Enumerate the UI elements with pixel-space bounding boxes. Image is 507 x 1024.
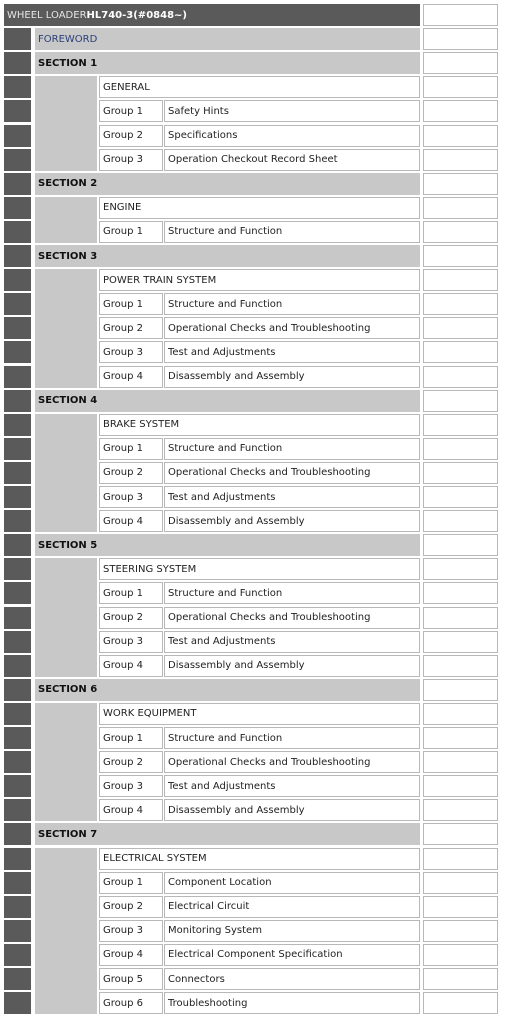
group-number-label: Group 4 xyxy=(103,660,143,672)
group-number xyxy=(99,486,163,508)
group-topic-label: Operation Checkout Record Sheet xyxy=(168,154,338,166)
group-number-label: Group 1 xyxy=(103,298,143,310)
right-column-cell xyxy=(423,775,498,797)
right-column-cell xyxy=(423,631,498,653)
right-column-cell xyxy=(423,679,498,701)
right-column-cell xyxy=(423,920,498,942)
group-number xyxy=(99,751,163,773)
group-topic-label: Disassembly and Assembly xyxy=(168,515,305,527)
group-topic-label: Operational Checks and Troubleshooting xyxy=(168,612,371,624)
section-title[interactable] xyxy=(99,414,420,436)
section-title[interactable] xyxy=(99,197,420,219)
group-number xyxy=(99,366,163,388)
row-marker xyxy=(4,992,31,1014)
section-indent-block xyxy=(35,197,97,243)
group-number xyxy=(99,968,163,990)
right-column-cell xyxy=(423,100,498,122)
group-topic-label: Structure and Function xyxy=(168,587,283,599)
section-title[interactable] xyxy=(99,76,420,98)
right-column-cell xyxy=(423,76,498,98)
title-model: HL740-3(#0848~) xyxy=(86,9,187,21)
right-column-cell xyxy=(423,125,498,147)
title-prefix: WHEEL LOADER xyxy=(7,9,87,21)
group-number-label: Group 4 xyxy=(103,515,143,527)
section-label: SECTION 6 xyxy=(38,684,98,696)
group-topic-link[interactable] xyxy=(164,751,420,773)
right-column-cell xyxy=(423,221,498,243)
row-marker xyxy=(4,317,31,339)
right-column-cell xyxy=(423,438,498,460)
group-topic-label: Operational Checks and Troubleshooting xyxy=(168,756,371,768)
group-number-label: Group 5 xyxy=(103,973,143,985)
group-topic-link[interactable] xyxy=(164,149,420,171)
group-number xyxy=(99,920,163,942)
row-marker xyxy=(4,125,31,147)
group-topic-link[interactable] xyxy=(164,125,420,147)
group-number-label: Group 3 xyxy=(103,780,143,792)
right-column-cell xyxy=(423,872,498,894)
section-label: SECTION 7 xyxy=(38,828,98,840)
group-topic-link[interactable] xyxy=(164,462,420,484)
group-topic-link[interactable] xyxy=(164,582,420,604)
right-column-cell xyxy=(423,245,498,267)
right-column-cell xyxy=(423,534,498,556)
group-topic-label: Electrical Circuit xyxy=(168,901,250,913)
group-topic-link[interactable] xyxy=(164,775,420,797)
row-marker xyxy=(4,799,31,821)
section-heading xyxy=(35,390,420,412)
group-topic-label: Structure and Function xyxy=(168,732,283,744)
row-marker xyxy=(4,655,31,677)
row-marker xyxy=(4,848,31,870)
section-title-label: WORK EQUIPMENT xyxy=(103,708,197,720)
group-topic-link[interactable] xyxy=(164,100,420,122)
document-title xyxy=(4,4,420,26)
section-label: SECTION 4 xyxy=(38,395,98,407)
group-number xyxy=(99,100,163,122)
group-topic-label: Test and Adjustments xyxy=(168,346,276,358)
section-heading xyxy=(35,534,420,556)
right-column-cell xyxy=(423,848,498,870)
group-number xyxy=(99,462,163,484)
group-number-label: Group 2 xyxy=(103,901,143,913)
row-marker xyxy=(4,221,31,243)
section-indent-block xyxy=(35,703,97,822)
group-topic-label: Safety Hints xyxy=(168,105,229,117)
group-number xyxy=(99,510,163,532)
group-topic-link[interactable] xyxy=(164,896,420,918)
section-title-label: POWER TRAIN SYSTEM xyxy=(103,274,217,286)
group-topic-label: Electrical Component Specification xyxy=(168,949,343,961)
right-column-cell xyxy=(423,992,498,1014)
group-number xyxy=(99,438,163,460)
group-number-label: Group 3 xyxy=(103,925,143,937)
group-topic-link[interactable] xyxy=(164,607,420,629)
group-topic-link[interactable] xyxy=(164,631,420,653)
section-title[interactable] xyxy=(99,848,420,870)
right-column-cell xyxy=(423,52,498,74)
section-heading xyxy=(35,679,420,701)
group-number-label: Group 1 xyxy=(103,877,143,889)
section-title-label: ENGINE xyxy=(103,202,142,214)
right-column-cell xyxy=(423,4,498,26)
section-label: SECTION 1 xyxy=(38,57,98,69)
section-heading xyxy=(35,173,420,195)
group-number xyxy=(99,125,163,147)
right-column-cell xyxy=(423,655,498,677)
row-marker xyxy=(4,269,31,291)
row-marker xyxy=(4,823,31,845)
row-marker xyxy=(4,173,31,195)
group-topic-link[interactable] xyxy=(164,872,420,894)
group-topic-label: Operational Checks and Troubleshooting xyxy=(168,467,371,479)
section-indent-block xyxy=(35,414,97,533)
section-title-label: GENERAL xyxy=(103,81,150,93)
right-column-cell xyxy=(423,293,498,315)
group-number-label: Group 4 xyxy=(103,371,143,383)
group-number-label: Group 2 xyxy=(103,130,143,142)
group-number xyxy=(99,341,163,363)
group-topic-label: Disassembly and Assembly xyxy=(168,660,305,672)
group-number xyxy=(99,872,163,894)
row-marker xyxy=(4,968,31,990)
group-topic-link[interactable] xyxy=(164,293,420,315)
section-title-label: ELECTRICAL SYSTEM xyxy=(103,853,207,865)
right-column-cell xyxy=(423,944,498,966)
group-number xyxy=(99,944,163,966)
row-marker xyxy=(4,486,31,508)
section-title-label: BRAKE SYSTEM xyxy=(103,419,180,431)
group-topic-link[interactable] xyxy=(164,799,420,821)
group-topic-label: Test and Adjustments xyxy=(168,491,276,503)
group-topic-label: Troubleshooting xyxy=(168,997,248,1009)
right-column-cell xyxy=(423,28,498,50)
group-topic-label: Structure and Function xyxy=(168,443,283,455)
right-column-cell xyxy=(423,799,498,821)
right-column-cell xyxy=(423,390,498,412)
group-number-label: Group 3 xyxy=(103,491,143,503)
foreword-label: FOREWORD xyxy=(38,33,98,45)
right-column-cell xyxy=(423,173,498,195)
group-topic-label: Test and Adjustments xyxy=(168,780,276,792)
section-indent-block xyxy=(35,76,97,170)
row-marker xyxy=(4,76,31,98)
group-topic-link[interactable] xyxy=(164,920,420,942)
group-number-label: Group 1 xyxy=(103,732,143,744)
group-topic-label: Test and Adjustments xyxy=(168,636,276,648)
group-topic-link[interactable] xyxy=(164,655,420,677)
right-column-cell xyxy=(423,823,498,845)
row-marker xyxy=(4,341,31,363)
row-marker xyxy=(4,920,31,942)
group-topic-label: Disassembly and Assembly xyxy=(168,371,305,383)
group-topic-link[interactable] xyxy=(164,510,420,532)
row-marker xyxy=(4,28,31,50)
row-marker xyxy=(4,607,31,629)
group-number xyxy=(99,655,163,677)
right-column-cell xyxy=(423,486,498,508)
group-topic-link[interactable] xyxy=(164,341,420,363)
group-number-label: Group 3 xyxy=(103,154,143,166)
section-indent-block xyxy=(35,848,97,1015)
right-column-cell xyxy=(423,968,498,990)
group-number-label: Group 2 xyxy=(103,612,143,624)
group-number xyxy=(99,293,163,315)
section-heading xyxy=(35,245,420,267)
group-number-label: Group 1 xyxy=(103,226,143,238)
group-topic-label: Connectors xyxy=(168,973,225,985)
group-number-label: Group 4 xyxy=(103,949,143,961)
right-column-cell xyxy=(423,751,498,773)
section-indent-block xyxy=(35,558,97,677)
section-title-label: STEERING SYSTEM xyxy=(103,563,197,575)
group-number-label: Group 1 xyxy=(103,105,143,117)
row-marker xyxy=(4,366,31,388)
group-topic-link[interactable] xyxy=(164,944,420,966)
group-topic-label: Monitoring System xyxy=(168,925,262,937)
group-topic-label: Structure and Function xyxy=(168,298,283,310)
row-marker xyxy=(4,197,31,219)
row-marker xyxy=(4,703,31,725)
group-number-label: Group 1 xyxy=(103,587,143,599)
row-marker xyxy=(4,293,31,315)
group-topic-link[interactable] xyxy=(164,438,420,460)
section-label: SECTION 5 xyxy=(38,539,98,551)
row-marker xyxy=(4,149,31,171)
row-marker xyxy=(4,462,31,484)
row-marker xyxy=(4,727,31,749)
group-number xyxy=(99,896,163,918)
right-column-cell xyxy=(423,341,498,363)
right-column-cell xyxy=(423,558,498,580)
group-number-label: Group 2 xyxy=(103,467,143,479)
group-number-label: Group 3 xyxy=(103,346,143,358)
right-column-cell xyxy=(423,727,498,749)
row-marker xyxy=(4,510,31,532)
group-topic-label: Disassembly and Assembly xyxy=(168,804,305,816)
group-number-label: Group 2 xyxy=(103,756,143,768)
group-topic-label: Specifications xyxy=(168,130,238,142)
right-column-cell xyxy=(423,896,498,918)
group-topic-label: Operational Checks and Troubleshooting xyxy=(168,322,371,334)
row-marker xyxy=(4,52,31,74)
right-column-cell xyxy=(423,414,498,436)
group-topic-label: Component Location xyxy=(168,877,272,889)
group-number xyxy=(99,727,163,749)
group-number xyxy=(99,582,163,604)
right-column-cell xyxy=(423,317,498,339)
row-marker xyxy=(4,775,31,797)
right-column-cell xyxy=(423,703,498,725)
right-column-cell xyxy=(423,462,498,484)
row-marker xyxy=(4,390,31,412)
group-topic-link[interactable] xyxy=(164,317,420,339)
right-column-cell xyxy=(423,510,498,532)
group-number-label: Group 1 xyxy=(103,443,143,455)
group-number xyxy=(99,799,163,821)
group-topic-link[interactable] xyxy=(164,992,420,1014)
row-marker xyxy=(4,679,31,701)
section-heading xyxy=(35,823,420,845)
group-topic-link[interactable] xyxy=(164,366,420,388)
row-marker xyxy=(4,100,31,122)
right-column-cell xyxy=(423,149,498,171)
group-number-label: Group 2 xyxy=(103,322,143,334)
group-number xyxy=(99,221,163,243)
section-title[interactable] xyxy=(99,269,420,291)
group-number-label: Group 3 xyxy=(103,636,143,648)
right-column-cell xyxy=(423,582,498,604)
row-marker xyxy=(4,582,31,604)
row-marker xyxy=(4,245,31,267)
section-indent-block xyxy=(35,269,97,388)
row-marker xyxy=(4,896,31,918)
row-marker xyxy=(4,438,31,460)
right-column-cell xyxy=(423,197,498,219)
group-topic-link[interactable] xyxy=(164,486,420,508)
foreword-link[interactable] xyxy=(35,28,420,50)
group-number xyxy=(99,607,163,629)
section-label: SECTION 3 xyxy=(38,250,98,262)
row-marker xyxy=(4,751,31,773)
group-topic-label: Structure and Function xyxy=(168,226,283,238)
row-marker xyxy=(4,534,31,556)
group-number xyxy=(99,631,163,653)
group-topic-link[interactable] xyxy=(164,221,420,243)
section-title[interactable] xyxy=(99,558,420,580)
row-marker xyxy=(4,944,31,966)
group-number xyxy=(99,149,163,171)
right-column-cell xyxy=(423,366,498,388)
group-topic-link[interactable] xyxy=(164,727,420,749)
section-label: SECTION 2 xyxy=(38,178,98,190)
group-topic-link[interactable] xyxy=(164,968,420,990)
group-number-label: Group 4 xyxy=(103,804,143,816)
right-column-cell xyxy=(423,607,498,629)
group-number xyxy=(99,992,163,1014)
row-marker xyxy=(4,872,31,894)
row-marker xyxy=(4,414,31,436)
right-column-cell xyxy=(423,269,498,291)
group-number xyxy=(99,775,163,797)
group-number-label: Group 6 xyxy=(103,997,143,1009)
row-marker xyxy=(4,631,31,653)
section-title[interactable] xyxy=(99,703,420,725)
group-number xyxy=(99,317,163,339)
row-marker xyxy=(4,558,31,580)
section-heading xyxy=(35,52,420,74)
